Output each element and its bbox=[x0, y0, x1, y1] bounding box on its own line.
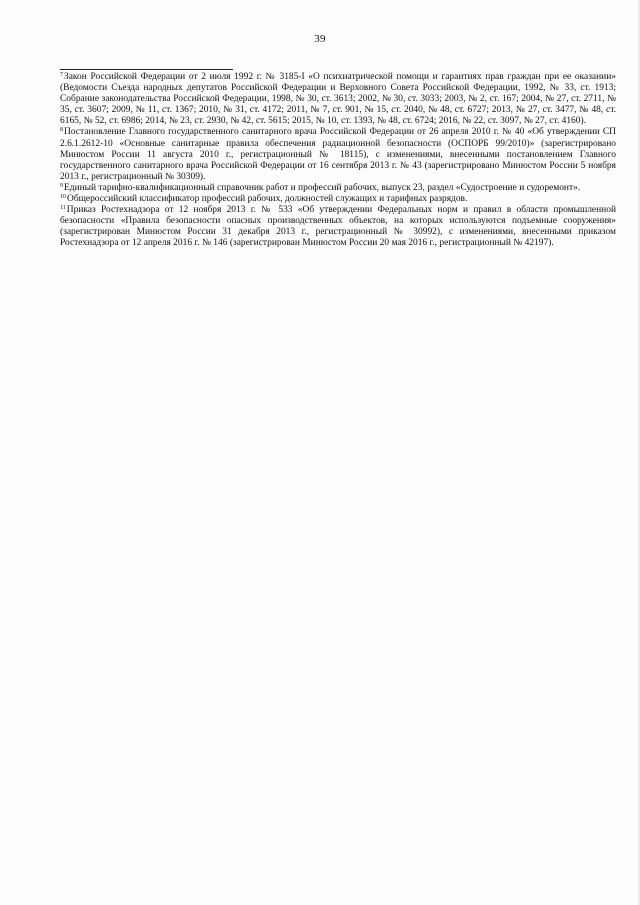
footnote-text: Постановление Главного государственного санитарного врача Российской Федерации от 26 апреля 2010 г. № 40 «Об утверждении СП 2.6.1.2612-10 «Основные санитарные правила обеспечения радиационной безопасности (ОСПОРБ 99/2010)» (зарегистрировано Минюстом России 11 августа 2010 г., регистрационный № 18115), с изменениями, внесенными постановлением Главного государственного санитарного врача Российской Федерации от 16 сентября 2013 г. № 43 (зарегистрировано Минюстом России 5 ноября 2013 г., регистрационный № 30309). bbox=[60, 127, 616, 182]
footnote-10 bbox=[60, 194, 616, 205]
footnote-text: Приказ Ростехнадзора от 12 ноября 2013 г. № 533 «Об утверждении Федеральных норм и правил в области промышленной безопасности «Правила безопасности опасных производственных объектов, на которых используются подъемные сооружения» (зарегистрирован Минюстом России 31 декабря 2013 г., регистрационный № 30992), с изменениями, внесенными приказом Ростехнадзора от 12 апреля 2016 г. № 146 (зарегистрирован Минюстом России 20 мая 2016 г., регистрационный № 42197). bbox=[60, 205, 616, 249]
footnotes-block bbox=[60, 72, 616, 250]
footnote-marker: 8 bbox=[60, 127, 63, 134]
footnote-11 bbox=[60, 205, 616, 249]
footnote-text: Общероссийский классификатор профессий рабочих, должностей служащих и тарифных разрядов. bbox=[67, 194, 468, 205]
footnote-text: Закон Российской Федерации от 2 июля 1992 г. № 3185-I «О психиатрической помощи и гарантиях прав граждан при ее оказании» (Ведомости Съезда народных депутатов Российской Федерации и Верховного Совета Российской Федерации, 1992, № 33, ст. 1913; Собрание законодательства Российской Федерации, 1998, № 30, ст. 3613; 2002, № 30, ст. 3033; 2003, № 2, ст. 167; 2004, № 27, ст. 2711, № 35, ст. 3607; 2009, № 11, ст. 1367; 2010, № 31, ст. 4172; 2011, № 7, ст. 901, № 15, ст. 2040, № 48, ст. 6727; 2013, № 27, ст. 3477, № 48, ст. 6165, № 52, ст. 6986; 2014, № 23, ст. 2930, № 42, ст. 5615; 2015, № 10, ст. 1393, № 48, ст. 6724; 2016, № 22, ст. 3097, № 27, ст. 4160). bbox=[60, 72, 616, 127]
footnote-separator bbox=[60, 69, 233, 70]
footnote-8 bbox=[60, 127, 616, 182]
page-number: 39 bbox=[314, 33, 326, 45]
footnote-7 bbox=[60, 72, 616, 127]
footnote-marker: 10 bbox=[60, 194, 66, 201]
footnote-marker: 7 bbox=[60, 72, 63, 78]
footnote-marker: 9 bbox=[60, 182, 63, 189]
footnote-text: Единый тарифно-квалификационный справочник работ и профессий рабочих, выпуск 23, раздел «Судостроение и судоремонт». bbox=[64, 182, 581, 193]
footnote-9 bbox=[60, 183, 616, 194]
footnote-marker: 11 bbox=[60, 205, 66, 212]
